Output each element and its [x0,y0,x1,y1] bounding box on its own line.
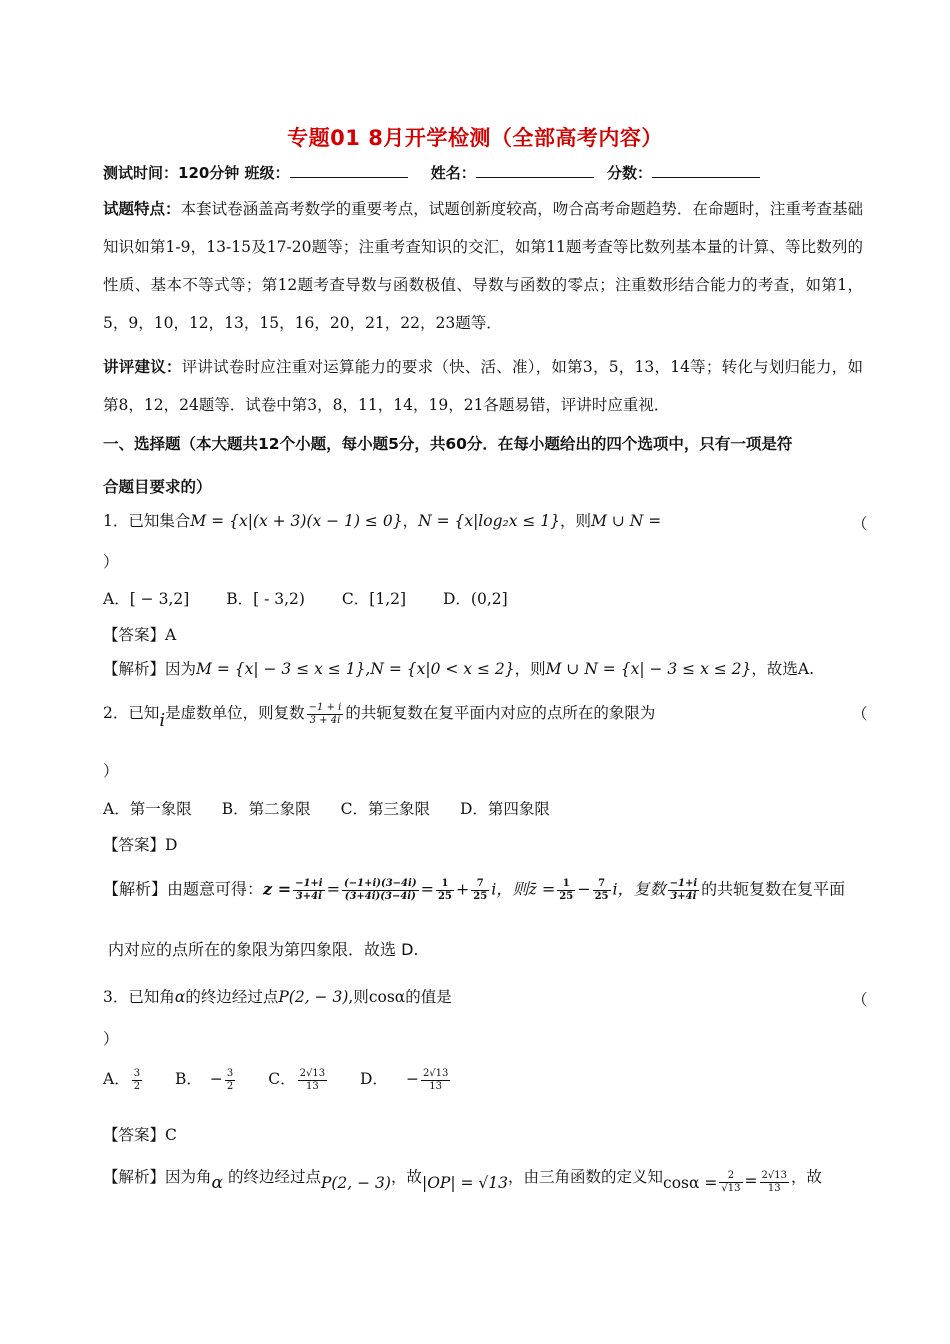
q3-b-den: 2 [226,1080,234,1092]
advice-paragraph [103,348,863,424]
q2-f3-num: 1 [436,878,454,891]
q3-analysis [103,1166,863,1194]
q2-frac-6 [593,878,611,902]
q3-b-num: 3 [226,1068,234,1079]
q2-eq: = [326,879,341,899]
q2-f7-num: −1+i [669,878,698,889]
q3-a-num: 3 [133,1068,141,1079]
q1-set-m: M = {x|(x + 3)(x − 1) ≤ 0} [190,512,403,530]
q3-analysis-c: ，故 [390,1168,422,1186]
q1-comma: ， [402,512,419,530]
score-blank [652,163,760,178]
q3-analysis-b: 的终边经过点 [223,1168,321,1186]
q2-stem-b: 是虚数单位，则复数 [165,704,305,722]
q3-paren-close: ） [103,1030,119,1048]
q2-answer [103,836,863,855]
q2-f5-den: 25 [559,890,574,902]
q3-stem-c: ,则 [348,988,369,1006]
q3-c-num: 2√13 [299,1068,326,1079]
q1-option-c: [1,2] [369,590,407,608]
q1-option-b-label: B． [226,590,254,608]
q2-option-c: C．第三象限 [340,800,430,818]
q2-option-b: B．第二象限 [221,800,311,818]
q3-g-num: 2√13 [761,1170,787,1181]
q1-analysis [103,660,863,679]
q2-f1-num: −1+i [295,878,323,889]
q3-stem-d: 的值是 [405,988,452,1006]
q2-analysis [103,878,863,902]
q3-stem-a: 3．已知角 [103,988,175,1006]
q1-analysis-math2: M ∪ N = {x| − 3 ≤ x ≤ 2} [545,660,752,678]
q3-answer-label: 【答案】 [103,1126,166,1144]
q3-option-c [298,1068,327,1092]
q1-paren-open: （ [852,515,868,533]
time-class-label: 测试时间：120分钟 班级： [103,164,290,182]
q1-option-d: (0,2] [470,590,508,608]
header-info [103,163,863,182]
q2-imag-unit: i [159,710,166,731]
advice-text: 评讲试卷时应注重对运算能力的要求（快、活、准），如第3，5，13，14等；转化与划归能力，如第8，12，24题等．试卷中第3，8，11，14，19，21各题易错，评讲时应重视． [103,358,863,414]
q3-cos: cosα [368,988,406,1006]
q2-eq2: = [420,879,434,899]
q1-union: M ∪ N = [591,512,662,530]
q1-option-b: [ - 3,2) [253,590,305,608]
q3-alpha2: α [211,1173,224,1193]
q1-set-n: N = {x|log₂x ≤ 1} [418,512,561,530]
q2-analysis-label: 【解析】 [103,879,168,899]
q3-op: |OP| = √13 [421,1174,509,1192]
q3-analysis-d: ，由三角函数的定义知 [508,1168,664,1186]
q2-f2-num: (−1+i)(3−4i) [344,878,417,889]
q3-option-d [421,1068,450,1092]
q3-cos2: cosα = [663,1174,718,1192]
advice-label: 讲评建议： [103,358,182,376]
q1-answer-value: A [165,626,177,644]
q2-i-end: i，则 [491,879,529,899]
q1-answer-label: 【答案】 [103,626,166,644]
q2-zbar: z̄ = [528,879,556,899]
q3-c-den: 13 [305,1080,319,1092]
document-title: 专题01 8月开学检测（全部高考内容） [287,126,663,150]
q3-option-a [132,1068,142,1092]
q2-frac-num: −1 + i [308,702,342,713]
q2-option-d: D．第四象限 [459,800,550,818]
q3-a-den: 2 [133,1080,141,1092]
q1-option-a-label: A． [103,590,130,608]
q3-d-den: 13 [429,1080,443,1092]
q3-stem-b: 的终边经过点 [185,988,279,1006]
question-2-stem [103,702,863,731]
q3-frac-g [760,1170,789,1194]
q2-z-eq: z = [263,879,292,899]
q3-options [103,1068,863,1092]
q3-analysis-label: 【解析】 [103,1168,166,1186]
q1-answer [103,626,863,645]
q3-e-num: 2 [719,1170,742,1183]
q2-analysis-b: 的共轭复数在复平面 [701,879,846,899]
q3-answer [103,1126,863,1145]
q2-frac-1 [293,878,325,902]
section-heading-line2: 合题目要求的） [103,478,212,496]
q2-stem-a: 2．已知 [103,704,160,722]
q3-e-den: √13 [721,1182,741,1194]
q3-option-c-label: C． [268,1070,296,1088]
features-paragraph [103,190,863,342]
q2-analysis-a: 由题意可得： [167,879,264,899]
q3-analysis-a: 因为角 [165,1168,212,1186]
q1-analysis-c: ，故选A. [751,660,815,678]
q3-d-sign: − [405,1070,419,1088]
q2-frac-2 [342,878,419,902]
q2-stem-c: 的共轭复数在复平面内对应的点所在的象限为 [345,704,656,722]
q2-i-end2: i，复数 [612,879,666,899]
q2-f7-den: 3+4i [670,890,697,902]
features-label: 试题特点： [103,200,181,218]
q3-point2: P(2, − 3) [320,1174,391,1192]
question-1-stem [103,512,863,531]
q2-f2-den: (3+4i)(3−4i) [344,890,416,902]
name-label: 姓名： [430,164,476,182]
q1-analysis-label: 【解析】 [103,660,166,678]
q1-analysis-b: ，则 [514,660,546,678]
q3-option-d-label: D． [360,1070,388,1088]
q1-option-a: [ − 3,2] [129,590,190,608]
q2-frac-5 [557,878,575,902]
q1-stem-b: ，则 [560,512,592,530]
q1-analysis-a: 因为 [165,660,197,678]
q3-analysis-e: ，故 [790,1168,822,1186]
q3-point: P(2, − 3) [278,988,349,1006]
q3-option-b-label: B． [175,1070,202,1088]
q3-option-a-label: A． [103,1070,130,1088]
q2-fraction [307,702,344,726]
features-text: 本套试卷涵盖高考数学的重要考点，试题创新度较高，吻合高考命题趋势．在命题时，注重考查基础知识如第1-9，13-15及17-20题等；注重考查知识的交汇，如第11题考查等比数列基本量的计算、等比数列的性质、基本不等式等；第12题考查导数与函数极值、导数与函数的零点；注重数形结合能力的考查，如第1，5，9，10，12，13，15，16，20，21，22，23题等． [103,200,863,332]
q2-frac-den: 3 + 4i [309,714,341,726]
q2-answer-label: 【答案】 [103,836,166,854]
q1-stem-a: 1．已知集合 [103,512,191,530]
q1-options [103,590,863,609]
q2-f4-den: 25 [473,890,488,902]
q2-option-a: A．第一象限 [103,800,192,818]
q2-f4-num: 7 [471,878,489,891]
q2-paren-close: ） [103,762,119,780]
question-3-stem [103,988,863,1007]
q3-answer-value: C [165,1126,177,1144]
q3-alpha: α [174,988,186,1006]
q2-paren-open: （ [852,705,868,723]
q2-frac-7 [668,878,700,902]
q2-f6-num: 7 [593,878,611,891]
q3-option-b [225,1068,235,1092]
q2-f3-den: 25 [437,890,452,902]
q3-g-den: 13 [767,1182,781,1194]
q1-paren-close: ） [103,553,119,571]
q2-plus: + [455,879,470,899]
q1-option-c-label: C． [341,590,370,608]
q3-frac-e [719,1170,742,1194]
name-blank [476,163,594,178]
class-blank [290,163,408,178]
q2-f6-den: 25 [594,890,609,902]
q1-option-d-label: D． [442,590,471,608]
q2-f5-num: 1 [557,878,575,891]
q3-b-sign: − [209,1070,223,1088]
q2-frac-4 [471,878,489,902]
q1-analysis-math: M = {x| − 3 ≤ x ≤ 1},N = {x|0 < x ≤ 2} [196,660,515,678]
score-label: 分数： [607,164,653,182]
q3-eq: = [744,1172,758,1190]
q3-paren-open: （ [852,991,868,1009]
q2-answer-value: D [165,836,178,854]
q2-options [103,800,863,819]
q2-frac-3 [436,878,454,902]
q2-analysis-line2: 内对应的点所在的象限为第四象限．故选 D. [108,940,419,959]
q3-d-num: 2√13 [422,1068,449,1079]
section-heading-line1: 一、选择题（本大题共12个小题，每小题5分，共60分．在每小题给出的四个选项中，只有一项是符 [103,435,793,453]
q2-f1-den: 3+4i [295,890,322,902]
q2-minus: − [577,879,591,899]
